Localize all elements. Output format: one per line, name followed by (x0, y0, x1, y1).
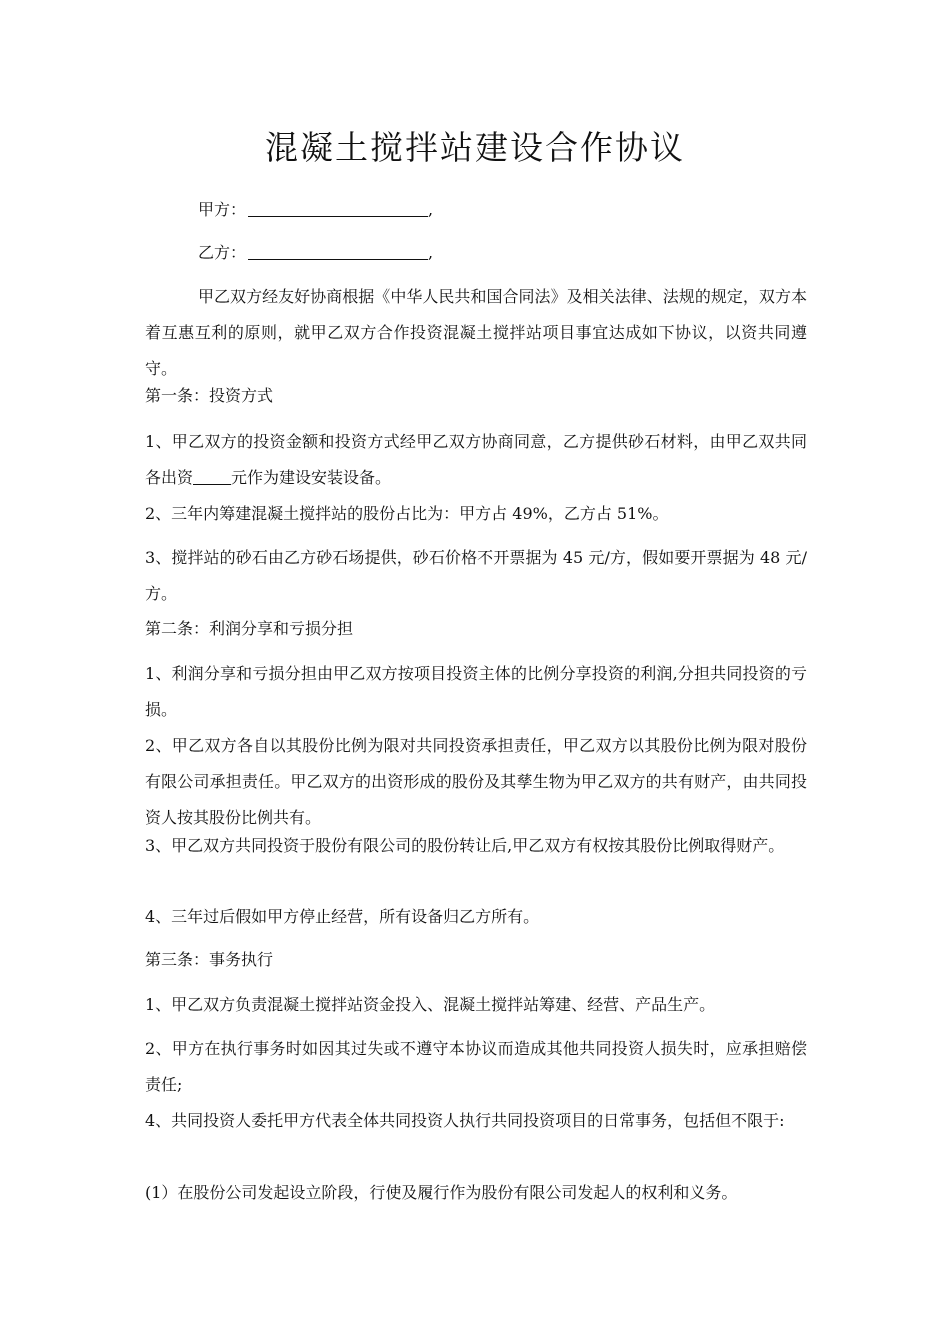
article-1-item-1-text-after: 元作为建设安装设备。 (231, 468, 392, 487)
article-3-item-4: 4、共同投资人委托甲方代表全体共同投资人执行共同投资项目的日常事务，包括但不限于: (145, 1111, 785, 1130)
article-2-item-2: 2、甲乙双方各自以其股份比例为限对共同投资承担责任，甲乙双方以其股份比例为限对股份有限公司承担责任。甲乙双方的出资形成的股份及其孳生物为甲乙双方的共有财产，由共同投资人按其股份比例共有。 (145, 736, 807, 827)
article-2-item-1: 1、利润分享和亏损分担由甲乙双方按项目投资主体的比例分享投资的利润,分担共同投资的亏损。 (145, 664, 807, 719)
party-a-suffix: , (428, 200, 434, 219)
party-b-blank (248, 241, 428, 260)
article-3-sub-1: (1）在股份公司发起设立阶段，行使及履行作为股份有限公司发起人的权利和义务。 (145, 1183, 738, 1202)
party-a-blank (248, 198, 428, 217)
document-title: 混凝土搅拌站建设合作协议 (265, 128, 685, 167)
article-3-item-2: 2、甲方在执行事务时如因其过失或不遵守本协议而造成其他共同投资人损失时，应承担赔偿责任; (145, 1039, 807, 1094)
article-1-item-3: 3、搅拌站的砂石由乙方砂石场提供，砂石价格不开票据为 45 元/方，假如要开票据为 48 元/方。 (145, 548, 807, 603)
amount-blank (193, 468, 231, 485)
preamble-paragraph: 甲乙双方经友好协商根据《中华人民共和国合同法》及相关法律、法规的规定，双方本着互惠互利的原则，就甲乙双方合作投资混凝土搅拌站项目事宜达成如下协议，以资共同遵守。 (145, 287, 807, 378)
article-2-item-3: 3、甲乙双方共同投资于股份有限公司的股份转让后,甲乙双方有权按其股份比例取得财产。 (145, 836, 785, 855)
party-b-suffix: , (428, 243, 434, 262)
article-2-item-4: 4、三年过后假如甲方停止经营，所有设备归乙方所有。 (145, 907, 540, 926)
article-1-item-1-text-before: 1、甲乙双方的投资金额和投资方式经甲乙双方协商同意，乙方提供砂石材料，由甲乙双共同各出资 (145, 432, 807, 487)
party-a-line (198, 197, 433, 223)
article-2-heading: 第二条：利润分享和亏损分担 (145, 619, 354, 638)
article-1-heading: 第一条：投资方式 (145, 386, 274, 405)
article-1-item-2: 2、三年内筹建混凝土搅拌站的股份占比为：甲方占 49%，乙方占 51%。 (145, 504, 669, 523)
article-1-item-1 (145, 424, 807, 496)
party-b-label: 乙方： (198, 243, 247, 262)
article-3-item-1: 1、甲乙双方负责混凝土搅拌站资金投入、混凝土搅拌站筹建、经营、产品生产。 (145, 995, 716, 1014)
party-b-line (198, 240, 433, 266)
article-3-heading: 第三条：事务执行 (145, 950, 274, 969)
party-a-label: 甲方： (198, 200, 247, 219)
